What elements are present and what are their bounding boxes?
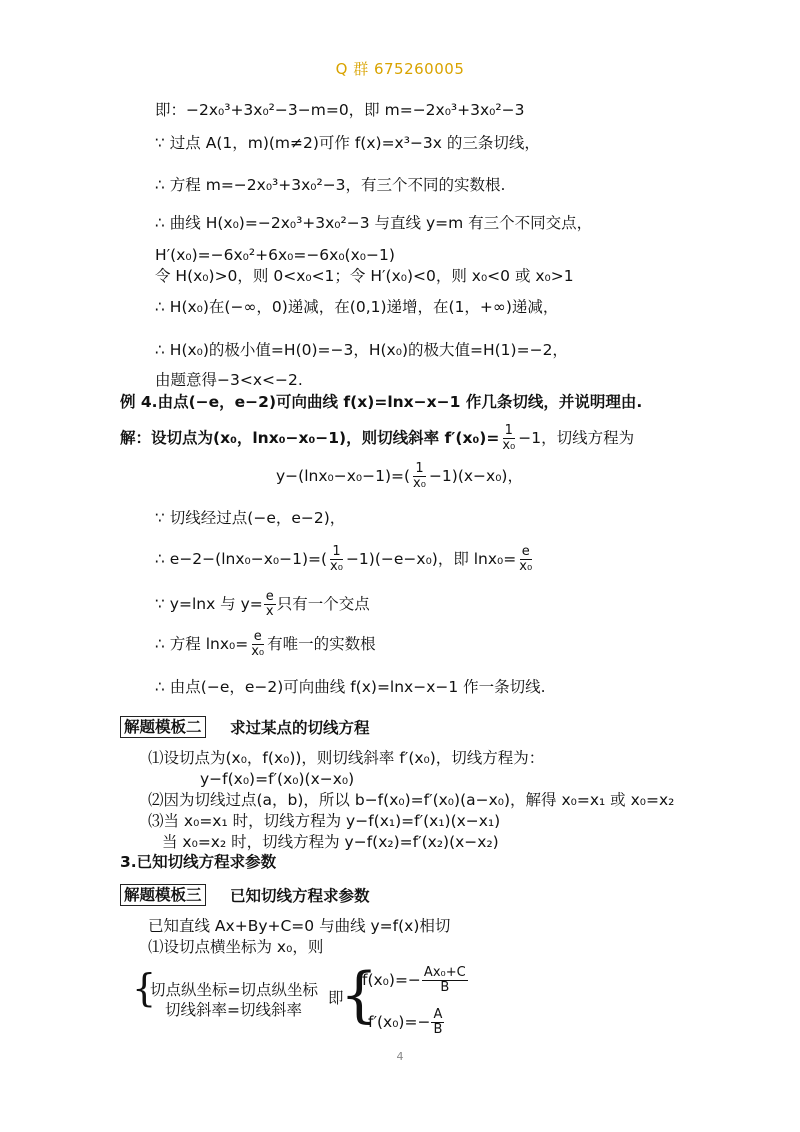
numerator: 1 [504, 423, 513, 438]
denominator: B [440, 980, 450, 995]
template-2-title: 求过某点的切线方程 [230, 719, 370, 737]
text-line: 切点纵坐标=切点纵坐标 [150, 981, 318, 999]
text-line: y−f(x₀)=f′(x₀)(x−x₀) [200, 770, 355, 788]
example-4-heading: 例 4.由点(−e，e−2)可向曲线 f(x)=lnx−x−1 作几条切线，并说明理由. [120, 393, 643, 411]
text-line: ∴ H(x₀)在(−∞，0)递减，在(0,1)递增，在(1，+∞)递减， [155, 298, 559, 316]
equation-text: 只有一个交点 [276, 595, 370, 613]
denominator: x₀ [502, 438, 516, 453]
text-line: ∴ 方程 m=−2x₀³+3x₀²−3，有三个不同的实数根. [155, 176, 506, 194]
numerator: e [521, 544, 530, 559]
text-line: 当 x₀=x₂ 时，切线方程为 y−f(x₂)=f′(x₂)(x−x₂) [162, 833, 499, 851]
denominator: x₀ [251, 644, 265, 659]
template-3-title: 已知切线方程求参数 [230, 887, 370, 905]
numerator: Ax₀+C [423, 965, 466, 980]
equation-line [362, 966, 469, 995]
fraction [517, 545, 534, 574]
numerator: e [253, 629, 262, 644]
equation-text: ∴ e−2−(lnx₀−x₀−1)=( [155, 550, 328, 568]
numerator: e [265, 589, 274, 604]
numerator: 1 [415, 461, 424, 476]
numerator: 1 [332, 544, 341, 559]
text-line: H′(x₀)=−6x₀²+6x₀=−6x₀(x₀−1) [155, 246, 395, 264]
text-line: 已知直线 Ax+By+C=0 与曲线 y=f(x)相切 [148, 917, 451, 935]
page-number: 4 [396, 1050, 404, 1063]
left-brace-icon: { [340, 960, 379, 1030]
equation-line [368, 1008, 445, 1037]
solution-text: 解：设切点为(x₀，lnx₀−x₀−1)，则切线斜率 f′(x₀)= [120, 429, 500, 447]
equation-text: f′(x₀)=− [368, 1013, 431, 1031]
left-brace-icon: { [132, 966, 157, 1010]
fraction [500, 424, 517, 453]
text-line: 切线斜率=切线斜率 [165, 1001, 302, 1019]
solution-text: −1，切线方程为 [518, 429, 635, 447]
text-line: ∵ 切线经过点(−e，e−2)， [155, 509, 346, 527]
text-line: ⑴设切点横坐标为 x₀，则 [148, 938, 324, 956]
equation-text: y−(lnx₀−x₀−1)=( [276, 467, 411, 485]
denominator: x₀ [330, 559, 343, 574]
equation-text: ∴ 方程 lnx₀= [155, 635, 249, 653]
fraction [411, 462, 428, 491]
text-line: ∴ 曲线 H(x₀)=−2x₀³+3x₀²−3 与直线 y=m 有三个不同交点， [155, 214, 593, 232]
text-line [155, 590, 370, 619]
text-line: 即 [328, 989, 344, 1007]
text-line: ∵ 过点 A(1，m)(m≠2)可作 f(x)=x³−3x 的三条切线， [155, 134, 540, 152]
fraction [264, 590, 276, 619]
text-line: ∴ 由点(−e，e−2)可向曲线 f(x)=lnx−x−1 作一条切线. [155, 678, 546, 696]
denominator: x₀ [413, 476, 426, 491]
section-3-heading: 3.已知切线方程求参数 [120, 853, 277, 871]
numerator: A [433, 1007, 443, 1022]
text-line [155, 630, 376, 659]
qq-group-watermark: Q 群 675260005 [335, 60, 465, 78]
equation-text: 有唯一的实数根 [267, 635, 376, 653]
equation-text: ∵ y=lnx 与 y= [155, 595, 263, 613]
fraction [422, 966, 468, 995]
text-line: ⑴设切点为(x₀，f(x₀))，则切线斜率 f′(x₀)，切线方程为： [148, 749, 545, 767]
equation-line [276, 462, 523, 491]
denominator: x₀ [519, 559, 533, 574]
text-line: ⑶当 x₀=x₁ 时，切线方程为 y−f(x₁)=f′(x₁)(x−x₁) [148, 812, 501, 830]
template-2-box: 解题模板二 [120, 716, 206, 738]
fraction [431, 1008, 444, 1037]
text-line [155, 545, 535, 574]
solution-line [120, 424, 634, 453]
equation-text: f(x₀)=− [362, 971, 421, 989]
text-line: 即：−2x₀³+3x₀²−3−m=0，即 m=−2x₀³+3x₀²−3 [155, 101, 525, 119]
fraction [249, 630, 266, 659]
text-line: ∴ H(x₀)的极小值=H(0)=−3，H(x₀)的极大值=H(1)=−2， [155, 341, 568, 359]
denominator: x [265, 604, 274, 619]
fraction [328, 545, 345, 574]
equation-text: −1)(−e−x₀)，即 lnx₀= [345, 550, 517, 568]
denominator: B [433, 1022, 443, 1037]
equation-text: −1)(x−x₀)， [428, 467, 523, 485]
text-line: 由题意得−3<x<−2. [155, 371, 303, 389]
text-line: 令 H(x₀)>0，则 0<x₀<1；令 H′(x₀)<0，则 x₀<0 或 x₀>1 [155, 267, 574, 285]
template-3-box: 解题模板三 [120, 884, 206, 906]
text-line: ⑵因为切线过点(a，b)，所以 b−f(x₀)=f′(x₀)(a−x₀)，解得 x₀=x₁ 或 x₀=x₂ [148, 791, 675, 809]
